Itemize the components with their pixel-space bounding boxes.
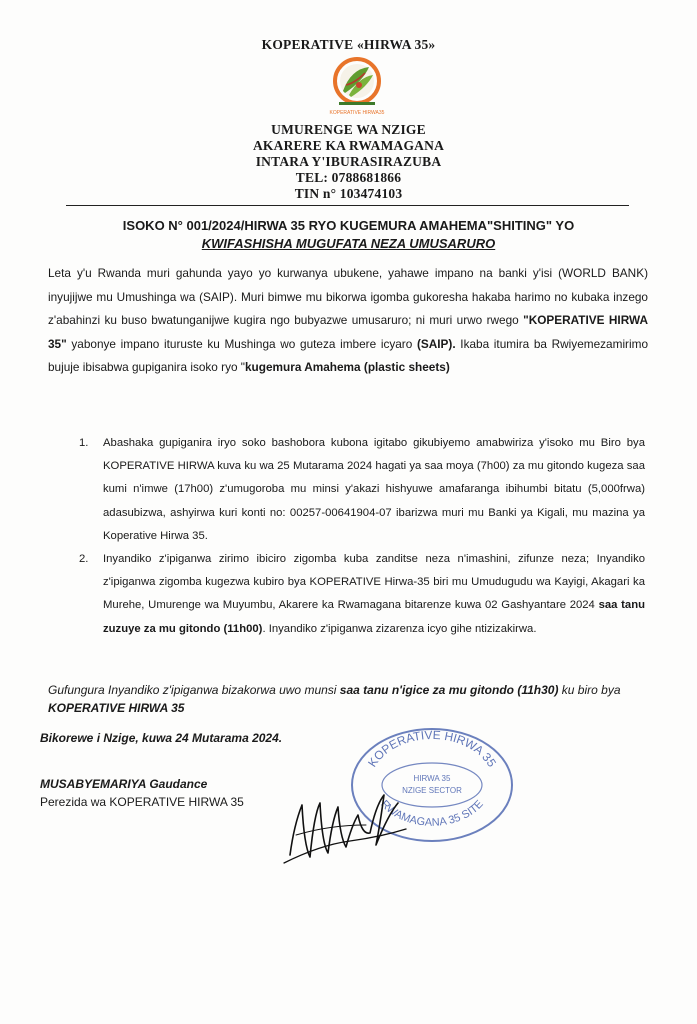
conditions-list (79, 432, 645, 641)
svg-text:HIRWA 35: HIRWA 35 (413, 774, 451, 783)
sector-line: UMURENGE WA NZIGE (271, 122, 426, 137)
logo-caption: KOPERATIVE HIRWA35 (329, 110, 385, 116)
opening-paragraph: Gufungura Inyandiko z'ipiganwa bizakorwa uwo munsi saa tanu n'igice za mu gitondo (11h30) ku biro bya KOPERATIVE HIRWA 35 (48, 683, 621, 715)
date-line: Bikorewe i Nzige, kuwa 24 Mutarama 2024. (40, 731, 283, 745)
svg-text:NZIGE SECTOR: NZIGE SECTOR (402, 786, 462, 795)
intro-paragraph: Leta y'u Rwanda muri gahunda yayo yo kurwanya ubukene, yahawe impano na banki y'isi (WORLD BANK) inyujijwe mu Umushinga wa (SAIP). Muri bimwe mu bikorwa igomba gukoresha hakaba harimo no kubaka inzego z'abahinzi ku buso bwatunganijwe kugira ngo bubyazwe umusaruro; ni muri urwo rwego "KOPERATIVE HIRWA 35" yabonye impano ituruste ku Mushinga wo guteza imbere icyaro (SAIP). Ikaba itumira ba Rwiyemezamirimo bujuje ibisabwa gupiganira isoko ryo "kugemura Amahema (plastic sheets) (48, 266, 648, 374)
signatory-name: MUSABYEMARIYA Gaudance (40, 777, 208, 791)
signatory-role: Perezida wa KOPERATIVE HIRWA 35 (40, 795, 244, 809)
saip-label: (SAIP). (416, 336, 456, 351)
list-number: 2. (79, 553, 89, 566)
tin-line: TIN n° 103474103 (294, 186, 403, 201)
svg-text:RWAMAGANA 35 SITE: RWAMAGANA 35 SITE (378, 798, 486, 829)
province-line: INTARA Y'IBURASIRAZUBA (255, 154, 442, 169)
tel-line: TEL: 0788681866 (295, 170, 402, 185)
org-name: KOPERATIVE «HIRWA 35» (261, 37, 436, 52)
list-number: 1. (79, 437, 89, 449)
tender-item: kugemura Amahema (plastic sheets) (245, 360, 450, 374)
list-item: 2. Inyandiko z'ipiganwa zirimo ibiciro zigomba kuba zanditse neza n'imashini, zifunze neza; Inyandiko z'ipiganwa zigomba kugezwa kubiro bya KOPERATIVE Hirwa-35 biri mu Umudugudu wa Kayigi, Akagari ka Murehe, Umurenge wa Muyumbu, Akarere ka Rwamagana bitarenze kuwa 02 Gashyantare 2024 saa tanu zuzuye za mu gitondo (11h00). Inyandiko z'ipiganwa zizarenza icyo gihe ntizizakirwa. (79, 548, 645, 641)
handwritten-signature (280, 785, 410, 870)
notice-title-line2: KWIFASHISHA MUGUFATA NEZA UMUSARURO (201, 236, 496, 251)
coop-name: "KOPERATIVE HIRWA 35" (48, 313, 648, 351)
header-divider (66, 205, 629, 206)
district-line: AKARERE KA RWAMAGANA (252, 138, 445, 153)
svg-text:KOPERATIVE HIRWA 35: KOPERATIVE HIRWA 35 (365, 727, 499, 770)
notice-title-line1: ISOKO N° 001/2024/HIRWA 35 RYO KUGEMURA AMAHEMA"SHITING" YO (122, 218, 575, 233)
cooperative-logo (329, 55, 385, 119)
list-item: 1. Abashaka gupiganira iryo soko bashobora kubona igitabo gikubiyemo amabwiriza y'isoko mu Biro bya KOPERATIVE HIRWA kuva ku wa 25 Mutarama 2024 hagati ya saa moya (7h00) za mu gitondo kugeza saa kumi n'imwe (17h00) z'umugoroba mu minsi y'akazi hishyuwe amafaranga ibihumbi bitatu (5,000frwa) adasubizwa, ashyirwa kuri konti no: 00257-00641904-07 ibarizwa muri mu Banki ya Kigali, mu mazina ya Koperative Hirwa 35. (79, 432, 645, 548)
